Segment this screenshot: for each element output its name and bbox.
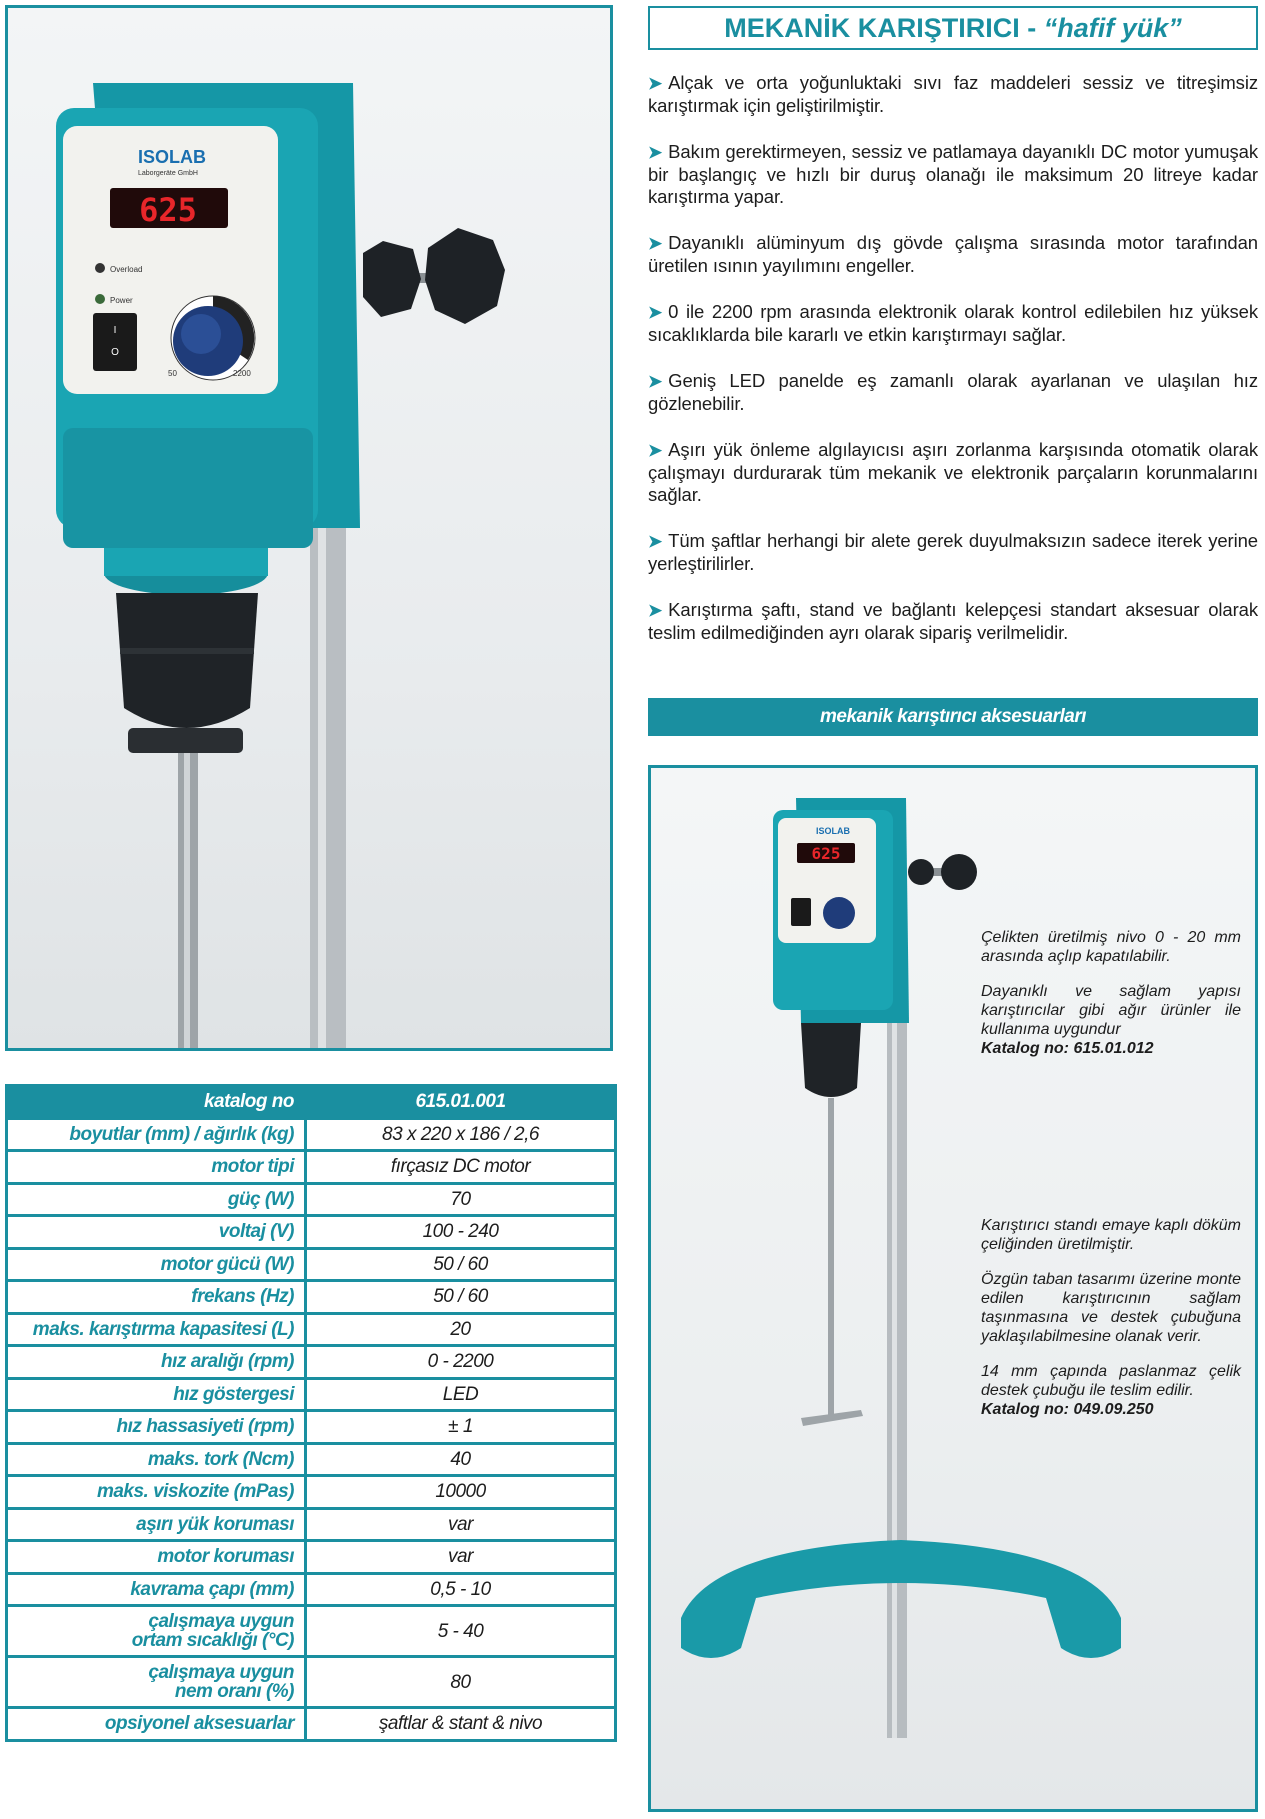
spec-value: var	[306, 1541, 616, 1574]
chevron-right-icon: ➤	[648, 441, 663, 460]
table-row	[7, 1573, 616, 1606]
feature-item: ➤ Aşırı yük önleme algılayıcısı aşırı zorlanma karşısında otomatik olarak çalışmayı durdurarak tüm mekanik ve elektronik parçaların korunmalarını sağlar.	[648, 439, 1258, 505]
table-row	[7, 1118, 616, 1151]
clamp-knob-outer	[425, 228, 505, 324]
stand-note-p1: Karıştırıcı standı emaye kaplı döküm çeliğinden üretilmiştir.	[981, 1217, 1241, 1253]
dial-max-label: 2200	[233, 369, 251, 378]
spec-key: opsiyonel aksesuarlar	[7, 1708, 306, 1741]
dial-min-label: 50	[168, 369, 177, 378]
feature-item: ➤ Dayanıklı alüminyum dış gövde çalışma sırasında motor tarafından üretilen ısının yayılımını engeller.	[648, 232, 1258, 276]
table-row	[7, 1281, 616, 1314]
chevron-right-icon: ➤	[648, 234, 663, 253]
feature-item: ➤ Tüm şaftlar herhangi bir alete gerek duyulmaksızın sadece iterek yerine yerleştirilirler.	[648, 530, 1258, 574]
table-row	[7, 1183, 616, 1216]
spec-value: 0 - 2200	[306, 1346, 616, 1379]
mini-brand-logo: ISOLAB	[816, 826, 851, 836]
spec-key: motor koruması	[7, 1541, 306, 1574]
feature-item: ➤ Bakım gerektirmeyen, sessiz ve patlamaya dayanıklı DC motor yumuşak bir başlangıç ve hızlı bir duruş olanağı ile maksimum 20 litreye kadar karıştırma yapar.	[648, 141, 1258, 207]
spec-value: fırçasız DC motor	[306, 1151, 616, 1184]
spec-key: boyutlar (mm) / ağırlık (kg)	[7, 1118, 306, 1151]
stand-catalog: Katalog no: 049.09.250	[981, 1401, 1154, 1418]
clamp-knob-inner	[908, 859, 934, 885]
spec-table	[5, 1084, 617, 1742]
table-row	[7, 1708, 616, 1741]
feature-item: ➤ 0 ile 2200 rpm arasında elektronik olarak kontrol edilebilen hız yüksek sıcaklıklarda bile kararlı ve etkin karıştırmayı sağlar.	[648, 301, 1258, 345]
spec-value: 0,5 - 10	[306, 1573, 616, 1606]
svg-text:I: I	[113, 325, 117, 336]
chevron-right-icon: ➤	[648, 143, 663, 162]
spec-key: hız aralığı (rpm)	[7, 1346, 306, 1379]
clamp-catalog: Katalog no: 615.01.012	[981, 1040, 1154, 1057]
spec-value: 40	[306, 1443, 616, 1476]
chuck	[116, 593, 258, 728]
spec-value: 50 / 60	[306, 1248, 616, 1281]
spec-value: var	[306, 1508, 616, 1541]
spec-value: 50 / 60	[306, 1281, 616, 1314]
spec-key: maks. tork (Ncm)	[7, 1443, 306, 1476]
stand-note	[981, 1216, 1241, 1419]
table-row	[7, 1086, 616, 1119]
accessories-banner: mekanik karıştırıcı aksesuarları	[648, 698, 1258, 736]
spec-key: kavrama çapı (mm)	[7, 1573, 306, 1606]
overload-label: Overload	[110, 265, 143, 274]
brand-sub: Laborgeräte GmbH	[138, 170, 198, 177]
stirrer-illustration	[8, 8, 610, 1048]
product-photo	[5, 5, 613, 1051]
support-rod	[310, 448, 346, 1048]
chevron-right-icon: ➤	[648, 74, 663, 93]
feature-item: ➤ Alçak ve orta yoğunluktaki sıvı faz maddeleri sessiz ve titreşimsiz karıştırmak için geliştirilmiştir.	[648, 72, 1258, 116]
spec-value: 20	[306, 1313, 616, 1346]
spec-value: şaftlar & stant & nivo	[306, 1708, 616, 1741]
table-row	[7, 1443, 616, 1476]
spec-key: motor tipi	[7, 1151, 306, 1184]
spec-key: motor gücü (W)	[7, 1248, 306, 1281]
table-row	[7, 1248, 616, 1281]
table-row	[7, 1216, 616, 1249]
spec-key: güç (W)	[7, 1183, 306, 1216]
table-row	[7, 1411, 616, 1444]
spec-value: ± 1	[306, 1411, 616, 1444]
feature-list	[648, 72, 1258, 668]
spec-key: hız hassasiyeti (rpm)	[7, 1411, 306, 1444]
display-value: 625	[139, 191, 197, 229]
clamp-note	[981, 928, 1241, 1058]
spec-value: 70	[306, 1183, 616, 1216]
stand-note-p3: 14 mm çapında paslanmaz çelik destek çubuğu ile teslim edilir.	[981, 1363, 1241, 1399]
spec-value: 615.01.001	[306, 1086, 616, 1119]
table-row	[7, 1606, 616, 1657]
chevron-right-icon: ➤	[648, 303, 663, 322]
clamp-knob-outer	[941, 854, 977, 890]
mini-shaft	[828, 1098, 834, 1418]
spec-key: maks. karıştırma kapasitesi (L)	[7, 1313, 306, 1346]
spec-value: 80	[306, 1657, 616, 1708]
table-row	[7, 1657, 616, 1708]
overload-led	[95, 263, 105, 273]
spec-key: frekans (Hz)	[7, 1281, 306, 1314]
mini-chuck	[801, 1023, 861, 1097]
table-row	[7, 1378, 616, 1411]
spec-key: çalışmaya uygun ortam sıcaklığı (°C)	[7, 1606, 306, 1657]
brand-logo: ISOLAB	[138, 147, 207, 167]
spec-key: çalışmaya uygun nem oranı (%)	[7, 1657, 306, 1708]
spec-value: LED	[306, 1378, 616, 1411]
stand-note-p2: Özgün taban tasarımı üzerine monte edilen karıştırıcının sağlam taşınmasına ve destek çubuğuna yaklaşılabilmesine olanak verir.	[981, 1271, 1241, 1345]
chevron-right-icon: ➤	[648, 601, 663, 620]
title-separator: -	[1019, 13, 1044, 43]
title-sub: “hafif yük”	[1043, 13, 1182, 43]
spec-key: aşırı yük koruması	[7, 1508, 306, 1541]
table-row	[7, 1476, 616, 1509]
spec-value: 10000	[306, 1476, 616, 1509]
spec-key: voltaj (V)	[7, 1216, 306, 1249]
spec-key: hız göstergesi	[7, 1378, 306, 1411]
spec-value: 100 - 240	[306, 1216, 616, 1249]
table-row	[7, 1313, 616, 1346]
accessories-photo	[648, 765, 1258, 1812]
title-main: MEKANİK KARIŞTIRICI	[724, 13, 1020, 43]
spec-value: 83 x 220 x 186 / 2,6	[306, 1118, 616, 1151]
power-switch[interactable]	[93, 313, 137, 371]
table-row	[7, 1541, 616, 1574]
table-row	[7, 1508, 616, 1541]
spec-key: maks. viskozite (mPas)	[7, 1476, 306, 1509]
feature-item: ➤ Geniş LED panelde eş zamanlı olarak ayarlanan ve ulaşılan hız gözlenebilir.	[648, 370, 1258, 414]
table-row	[7, 1151, 616, 1184]
spec-key: katalog no	[7, 1086, 306, 1119]
clamp-note-p1: Çelikten üretilmiş nivo 0 - 20 mm arasında açlıp kapatılabilir.	[981, 929, 1241, 965]
clamp-knob-inner	[363, 241, 421, 317]
spec-value: 5 - 40	[306, 1606, 616, 1657]
chevron-right-icon: ➤	[648, 372, 663, 391]
svg-text:O: O	[111, 347, 119, 358]
feature-item: ➤ Karıştırma şaftı, stand ve bağlantı kelepçesi standart aksesuar olarak teslim edilmediğinden ayrı olarak sipariş verilmelidir.	[648, 599, 1258, 643]
power-label: Power	[110, 296, 133, 305]
page-title	[648, 6, 1258, 50]
table-row	[7, 1346, 616, 1379]
power-led	[95, 294, 105, 304]
mini-display-value: 625	[811, 844, 841, 863]
clamp-note-p2: Dayanıklı ve sağlam yapısı karıştırıcılar gibi ağır ürünler ile kullanıma uygundur	[981, 983, 1241, 1038]
chevron-right-icon: ➤	[648, 532, 663, 551]
